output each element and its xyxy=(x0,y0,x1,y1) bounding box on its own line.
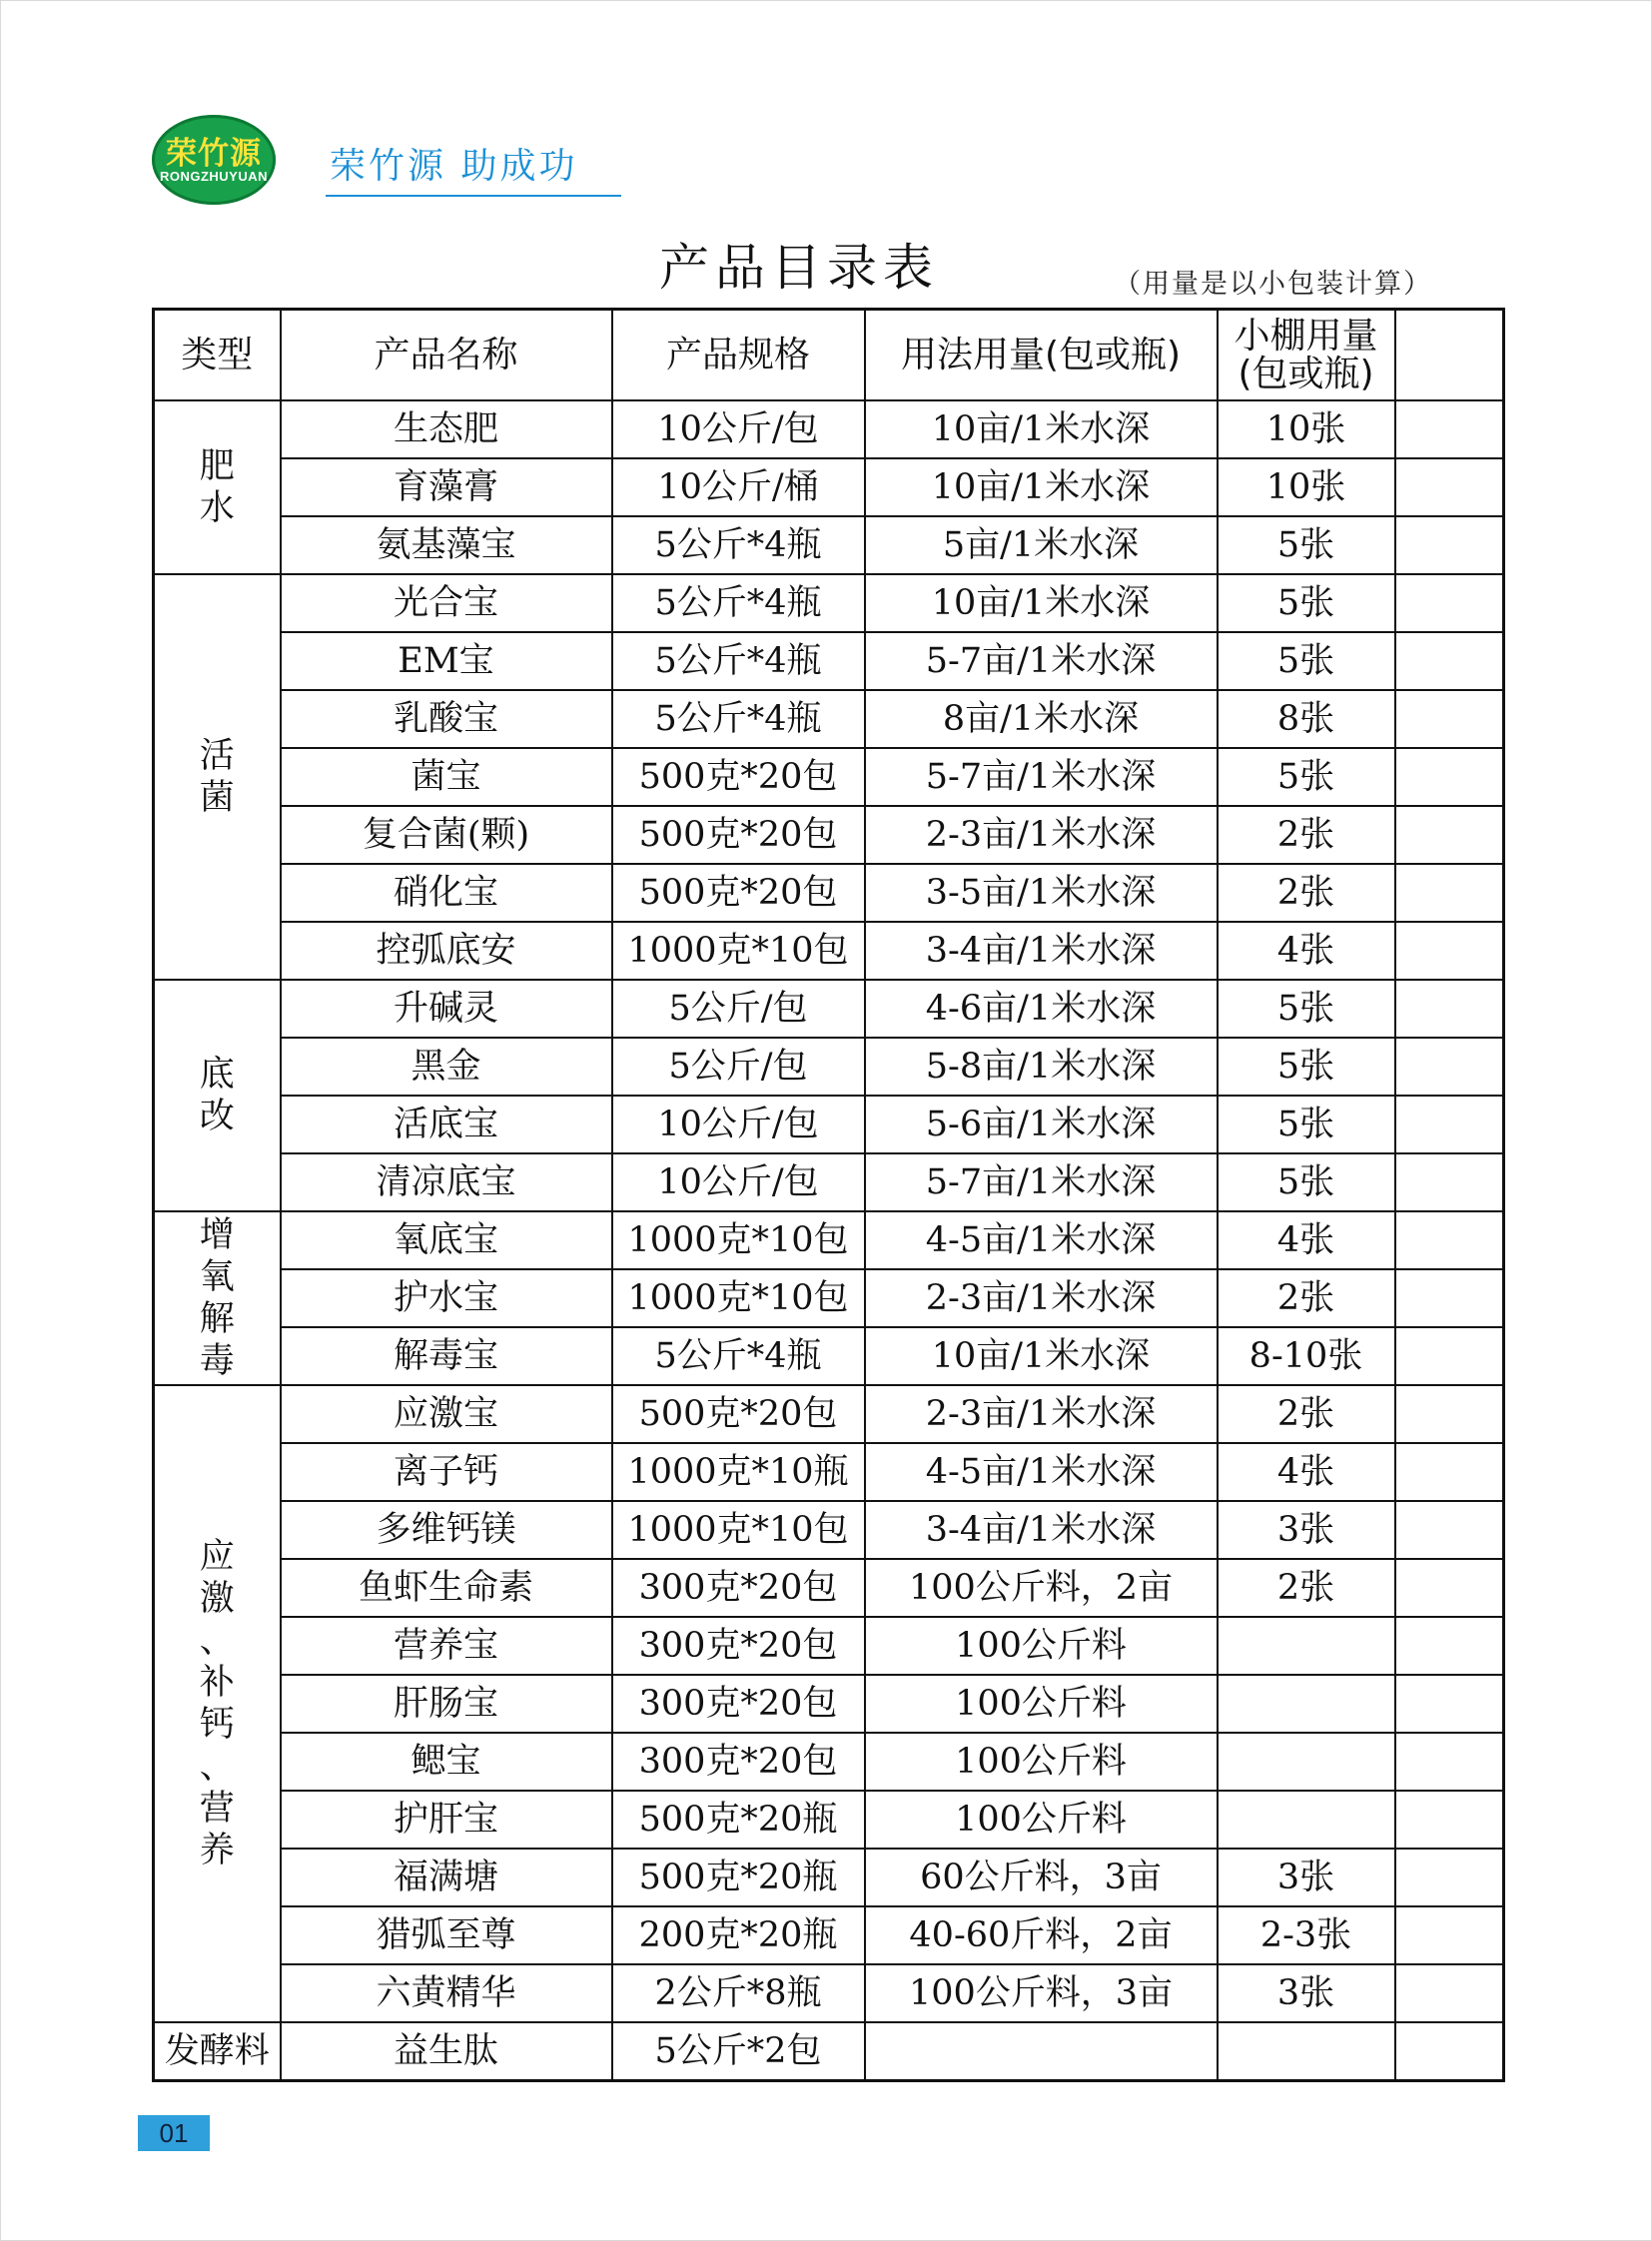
product-name-cell: 光合宝 xyxy=(281,574,612,632)
blank-cell xyxy=(1395,806,1504,864)
blank-cell xyxy=(1395,1038,1504,1096)
spec-cell: 200克*20瓶 xyxy=(612,1906,865,1964)
product-name-cell: 硝化宝 xyxy=(281,864,612,922)
product-name-cell: 离子钙 xyxy=(281,1443,612,1501)
category-char: 肥 xyxy=(199,446,235,486)
blank-cell xyxy=(1395,1906,1504,1964)
logo-english-text: RONGZHUYUAN xyxy=(159,169,269,184)
usage-cell: 10亩/1米水深 xyxy=(865,574,1218,632)
shed-usage-cell: 3张 xyxy=(1218,1849,1395,1906)
product-name-cell: 氧底宝 xyxy=(281,1211,612,1269)
shed-usage-cell xyxy=(1218,1675,1395,1733)
shed-usage-cell: 4张 xyxy=(1218,1443,1395,1501)
table-row xyxy=(154,1849,1504,1906)
spec-cell: 5公斤*4瓶 xyxy=(612,690,865,748)
spec-cell: 1000克*10包 xyxy=(612,1211,865,1269)
table-row xyxy=(154,1327,1504,1385)
category-char: 补 xyxy=(199,1663,235,1703)
table-row xyxy=(154,1038,1504,1096)
shed-usage-cell: 4张 xyxy=(1218,1211,1395,1269)
usage-cell: 3-5亩/1米水深 xyxy=(865,864,1218,922)
usage-cell: 10亩/1米水深 xyxy=(865,458,1218,516)
header-blank xyxy=(1395,310,1504,401)
shed-usage-cell: 8-10张 xyxy=(1218,1327,1395,1385)
blank-cell xyxy=(1395,1617,1504,1675)
blank-cell xyxy=(1395,1443,1504,1501)
table-row xyxy=(154,1269,1504,1327)
product-name-cell: 活底宝 xyxy=(281,1096,612,1153)
catalog-body xyxy=(154,400,1504,2081)
shed-usage-cell: 5张 xyxy=(1218,748,1395,806)
category-cell xyxy=(154,980,281,1211)
blank-cell xyxy=(1395,516,1504,574)
blank-cell xyxy=(1395,1849,1504,1906)
usage-cell: 2-3亩/1米水深 xyxy=(865,806,1218,864)
spec-cell: 500克*20包 xyxy=(612,748,865,806)
blank-cell xyxy=(1395,1385,1504,1443)
table-row xyxy=(154,1153,1504,1211)
spec-cell: 500克*20包 xyxy=(612,806,865,864)
header-type: 类型 xyxy=(154,310,281,401)
usage-cell: 100公斤料 xyxy=(865,1617,1218,1675)
table-header-row xyxy=(154,310,1504,401)
shed-usage-cell: 2张 xyxy=(1218,1269,1395,1327)
table-row xyxy=(154,1906,1504,1964)
blank-cell xyxy=(1395,1733,1504,1791)
spec-cell: 5公斤*2包 xyxy=(612,2022,865,2081)
spec-cell: 500克*20包 xyxy=(612,1385,865,1443)
table-row xyxy=(154,690,1504,748)
usage-cell: 100公斤料 xyxy=(865,1675,1218,1733)
usage-cell: 60公斤料，3亩 xyxy=(865,1849,1218,1906)
category-char: 菌 xyxy=(199,778,235,818)
blank-cell xyxy=(1395,632,1504,690)
product-name-cell: 育藻膏 xyxy=(281,458,612,516)
table-row xyxy=(154,1733,1504,1791)
product-name-cell: 氨基藻宝 xyxy=(281,516,612,574)
table-row xyxy=(154,748,1504,806)
category-char: 解 xyxy=(199,1299,235,1339)
header-usage: 用法用量(包或瓶) xyxy=(865,310,1218,401)
blank-cell xyxy=(1395,2022,1504,2081)
blank-cell xyxy=(1395,574,1504,632)
category-char: 毒 xyxy=(199,1341,235,1381)
category-label: 发酵料 xyxy=(164,2031,270,2071)
product-name-cell: 清凉底宝 xyxy=(281,1153,612,1211)
category-cell xyxy=(154,1211,281,1385)
slogan-underline xyxy=(326,195,621,197)
page-number: 01 xyxy=(138,2115,210,2151)
product-name-cell: 营养宝 xyxy=(281,1617,612,1675)
category-cell xyxy=(154,400,281,574)
brand-slogan: 荣竹源 助成功 xyxy=(330,146,578,187)
table-row xyxy=(154,516,1504,574)
product-name-cell: 解毒宝 xyxy=(281,1327,612,1385)
shed-usage-cell: 2张 xyxy=(1218,806,1395,864)
blank-cell xyxy=(1395,1675,1504,1733)
table-row xyxy=(154,1211,1504,1269)
usage-cell: 100公斤料 xyxy=(865,1791,1218,1849)
category-char: 、 xyxy=(199,1621,235,1661)
shed-usage-cell: 5张 xyxy=(1218,1038,1395,1096)
shed-usage-cell: 2-3张 xyxy=(1218,1906,1395,1964)
spec-cell: 10公斤/包 xyxy=(612,1096,865,1153)
blank-cell xyxy=(1395,1211,1504,1269)
usage-cell: 100公斤料，2亩 xyxy=(865,1559,1218,1617)
table-row xyxy=(154,574,1504,632)
usage-cell: 5-6亩/1米水深 xyxy=(865,1096,1218,1153)
spec-cell: 2公斤*8瓶 xyxy=(612,1964,865,2022)
spec-cell: 1000克*10包 xyxy=(612,922,865,980)
spec-cell: 10公斤/桶 xyxy=(612,458,865,516)
page-title: 产品目录表 xyxy=(659,239,939,297)
spec-cell: 5公斤*4瓶 xyxy=(612,632,865,690)
table-row xyxy=(154,1675,1504,1733)
shed-usage-cell: 3张 xyxy=(1218,1964,1395,2022)
category-cell xyxy=(154,574,281,980)
product-name-cell: 福满塘 xyxy=(281,1849,612,1906)
spec-cell: 500克*20瓶 xyxy=(612,1849,865,1906)
blank-cell xyxy=(1395,1964,1504,2022)
table-row xyxy=(154,400,1504,458)
spec-cell: 5公斤*4瓶 xyxy=(612,516,865,574)
product-name-cell: 鱼虾生命素 xyxy=(281,1559,612,1617)
usage-cell: 5-8亩/1米水深 xyxy=(865,1038,1218,1096)
category-cell xyxy=(154,1385,281,2022)
usage-cell: 2-3亩/1米水深 xyxy=(865,1385,1218,1443)
usage-cell: 5-7亩/1米水深 xyxy=(865,632,1218,690)
spec-cell: 300克*20包 xyxy=(612,1675,865,1733)
table-row xyxy=(154,1791,1504,1849)
shed-usage-cell xyxy=(1218,2022,1395,2081)
table-row xyxy=(154,1501,1504,1559)
category-char: 增 xyxy=(199,1215,235,1255)
blank-cell xyxy=(1395,690,1504,748)
header-product-name: 产品名称 xyxy=(281,310,612,401)
blank-cell xyxy=(1395,864,1504,922)
usage-cell: 5-7亩/1米水深 xyxy=(865,1153,1218,1211)
product-name-cell: 六黄精华 xyxy=(281,1964,612,2022)
spec-cell: 1000克*10瓶 xyxy=(612,1443,865,1501)
spec-cell: 5公斤*4瓶 xyxy=(612,574,865,632)
product-name-cell: 菌宝 xyxy=(281,748,612,806)
product-name-cell: 猎弧至尊 xyxy=(281,1906,612,1964)
product-catalog-table xyxy=(152,308,1505,2082)
usage-cell: 100公斤料 xyxy=(865,1733,1218,1791)
shed-usage-cell: 8张 xyxy=(1218,690,1395,748)
shed-usage-cell: 5张 xyxy=(1218,980,1395,1038)
table-row xyxy=(154,458,1504,516)
header-spec: 产品规格 xyxy=(612,310,865,401)
product-name-cell: 应激宝 xyxy=(281,1385,612,1443)
spec-cell: 5公斤*4瓶 xyxy=(612,1327,865,1385)
spec-cell: 5公斤/包 xyxy=(612,980,865,1038)
usage-cell: 3-4亩/1米水深 xyxy=(865,922,1218,980)
product-name-cell: EM宝 xyxy=(281,632,612,690)
blank-cell xyxy=(1395,748,1504,806)
blank-cell xyxy=(1395,1269,1504,1327)
category-char: 、 xyxy=(199,1747,235,1787)
shed-usage-cell: 10张 xyxy=(1218,400,1395,458)
spec-cell: 1000克*10包 xyxy=(612,1269,865,1327)
spec-cell: 300克*20包 xyxy=(612,1617,865,1675)
usage-cell: 2-3亩/1米水深 xyxy=(865,1269,1218,1327)
category-char: 改 xyxy=(199,1097,235,1136)
shed-usage-cell xyxy=(1218,1791,1395,1849)
category-char: 应 xyxy=(199,1537,235,1577)
usage-cell: 4-6亩/1米水深 xyxy=(865,980,1218,1038)
blank-cell xyxy=(1395,458,1504,516)
blank-cell xyxy=(1395,1096,1504,1153)
blank-cell xyxy=(1395,980,1504,1038)
category-char: 氧 xyxy=(199,1257,235,1297)
table-row xyxy=(154,1559,1504,1617)
spec-cell: 500克*20包 xyxy=(612,864,865,922)
spec-cell: 300克*20包 xyxy=(612,1733,865,1791)
table-row xyxy=(154,1096,1504,1153)
product-name-cell: 多维钙镁 xyxy=(281,1501,612,1559)
registered-mark: ® xyxy=(261,120,270,134)
spec-cell: 10公斤/包 xyxy=(612,1153,865,1211)
shed-usage-cell: 5张 xyxy=(1218,1096,1395,1153)
category-char: 营 xyxy=(199,1789,235,1829)
usage-cell: 3-4亩/1米水深 xyxy=(865,1501,1218,1559)
product-name-cell: 生态肥 xyxy=(281,400,612,458)
blank-cell xyxy=(1395,1501,1504,1559)
shed-usage-cell: 10张 xyxy=(1218,458,1395,516)
shed-usage-cell: 2张 xyxy=(1218,1385,1395,1443)
usage-cell: 10亩/1米水深 xyxy=(865,400,1218,458)
shed-usage-cell: 5张 xyxy=(1218,574,1395,632)
category-char: 底 xyxy=(199,1055,235,1095)
usage-cell: 4-5亩/1米水深 xyxy=(865,1211,1218,1269)
product-name-cell: 护水宝 xyxy=(281,1269,612,1327)
table-row xyxy=(154,806,1504,864)
logo-chinese-text: 荣竹源 xyxy=(166,136,262,172)
usage-cell: 100公斤料，3亩 xyxy=(865,1964,1218,2022)
blank-cell xyxy=(1395,1327,1504,1385)
category-char: 水 xyxy=(199,488,235,528)
product-name-cell: 升碱灵 xyxy=(281,980,612,1038)
shed-usage-cell: 5张 xyxy=(1218,1153,1395,1211)
header-shed-usage: 小棚用量(包或瓶) xyxy=(1218,310,1395,401)
product-name-cell: 控弧底安 xyxy=(281,922,612,980)
spec-cell: 300克*20包 xyxy=(612,1559,865,1617)
product-name-cell: 复合菌(颗) xyxy=(281,806,612,864)
shed-usage-cell: 4张 xyxy=(1218,922,1395,980)
table-row xyxy=(154,1964,1504,2022)
spec-cell: 1000克*10包 xyxy=(612,1501,865,1559)
product-name-cell: 鳃宝 xyxy=(281,1733,612,1791)
shed-usage-cell: 2张 xyxy=(1218,1559,1395,1617)
product-name-cell: 黑金 xyxy=(281,1038,612,1096)
blank-cell xyxy=(1395,1153,1504,1211)
spec-cell: 500克*20瓶 xyxy=(612,1791,865,1849)
usage-cell: 10亩/1米水深 xyxy=(865,1327,1218,1385)
shed-usage-cell xyxy=(1218,1733,1395,1791)
shed-usage-cell: 2张 xyxy=(1218,864,1395,922)
dosage-note: （用量是以小包装计算） xyxy=(1114,269,1432,300)
table-row xyxy=(154,1617,1504,1675)
table-row xyxy=(154,1385,1504,1443)
blank-cell xyxy=(1395,922,1504,980)
usage-cell: 4-5亩/1米水深 xyxy=(865,1443,1218,1501)
table-row xyxy=(154,632,1504,690)
category-char: 活 xyxy=(199,736,235,776)
product-name-cell: 护肝宝 xyxy=(281,1791,612,1849)
spec-cell: 5公斤/包 xyxy=(612,1038,865,1096)
shed-usage-cell xyxy=(1218,1617,1395,1675)
table-row xyxy=(154,980,1504,1038)
usage-cell: 5-7亩/1米水深 xyxy=(865,748,1218,806)
category-char: 养 xyxy=(199,1831,235,1870)
table-row xyxy=(154,864,1504,922)
shed-usage-cell: 5张 xyxy=(1218,632,1395,690)
shed-usage-cell: 5张 xyxy=(1218,516,1395,574)
usage-cell: 5亩/1米水深 xyxy=(865,516,1218,574)
spec-cell: 10公斤/包 xyxy=(612,400,865,458)
category-cell xyxy=(154,2022,281,2081)
table-row xyxy=(154,2022,1504,2081)
product-name-cell: 益生肽 xyxy=(281,2022,612,2081)
blank-cell xyxy=(1395,1559,1504,1617)
brand-logo xyxy=(152,115,276,205)
table-row xyxy=(154,922,1504,980)
blank-cell xyxy=(1395,1791,1504,1849)
product-name-cell: 乳酸宝 xyxy=(281,690,612,748)
usage-cell xyxy=(865,2022,1218,2081)
blank-cell xyxy=(1395,400,1504,458)
category-char: 钙 xyxy=(199,1705,235,1745)
product-name-cell: 肝肠宝 xyxy=(281,1675,612,1733)
usage-cell: 8亩/1米水深 xyxy=(865,690,1218,748)
category-char: 激 xyxy=(199,1579,235,1619)
usage-cell: 40-60斤料，2亩 xyxy=(865,1906,1218,1964)
table-row xyxy=(154,1443,1504,1501)
shed-usage-cell: 3张 xyxy=(1218,1501,1395,1559)
